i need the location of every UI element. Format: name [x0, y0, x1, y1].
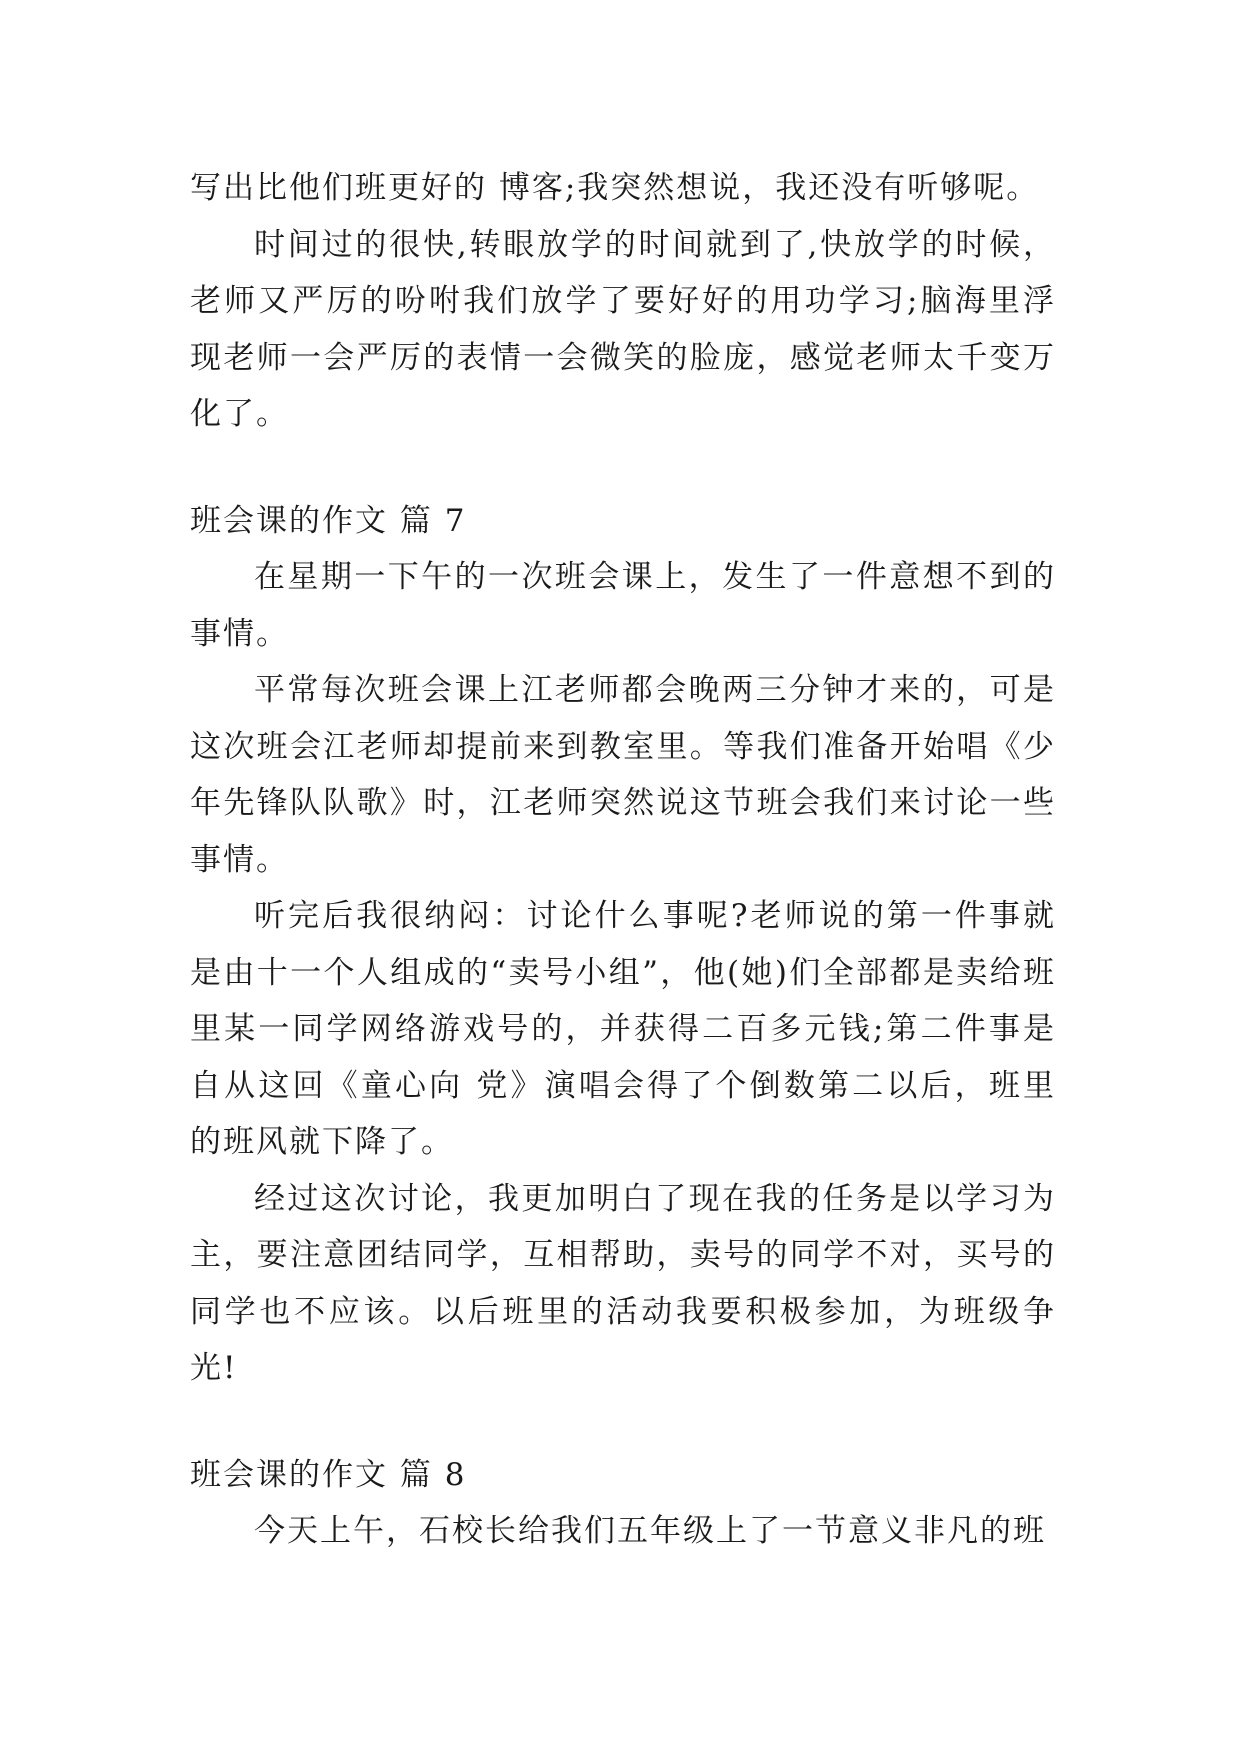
section-heading: 班会课的作文 篇 7 [190, 502, 467, 539]
paragraph: 时间过的很快,转眼放学的时间就到了,快放学的时候，老师又严厉的吩咐我们放学了要好好的用功学习;脑海里浮现老师一会严厉的表情一会微笑的脸庞，感觉老师太千变万化了。 [190, 226, 1056, 432]
section-heading: 班会课的作文 篇 8 [190, 1456, 467, 1493]
paragraph: 今天上午，石校长给我们五年级上了一节意义非凡的班 [254, 1513, 1046, 1549]
paragraph: 经过这次讨论，我更加明白了现在我的任务是以学习为主，要注意团结同学，互相帮助，卖号的同学不对，买号的同学也不应该。以后班里的活动我要积极参加，为班级争光! [190, 1180, 1056, 1386]
paragraph: 写出比他们班更好的 博客;我突然想说，我还没有听够呢。 [190, 170, 1040, 206]
paragraph: 在星期一下午的一次班会课上，发生了一件意想不到的事情。 [190, 559, 1056, 652]
paragraph: 听完后我很纳闷：讨论什么事呢?老师说的第一件事就是由十一个人组成的“卖号小组”，他(她)们全部都是卖给班里某一同学网络游戏号的，并获得二百多元钱;第二件事是自从这回《童心向 党》演唱会得了个倒数第二以后，班里的班风就下降了。 [190, 898, 1056, 1160]
paragraph: 平常每次班会课上江老师都会晚两三分钟才来的，可是这次班会江老师却提前来到教室里。等我们准备开始唱《少年先锋队队歌》时，江老师突然说这节班会我们来讨论一些事情。 [190, 672, 1056, 878]
document-page [190, 160, 1056, 1560]
